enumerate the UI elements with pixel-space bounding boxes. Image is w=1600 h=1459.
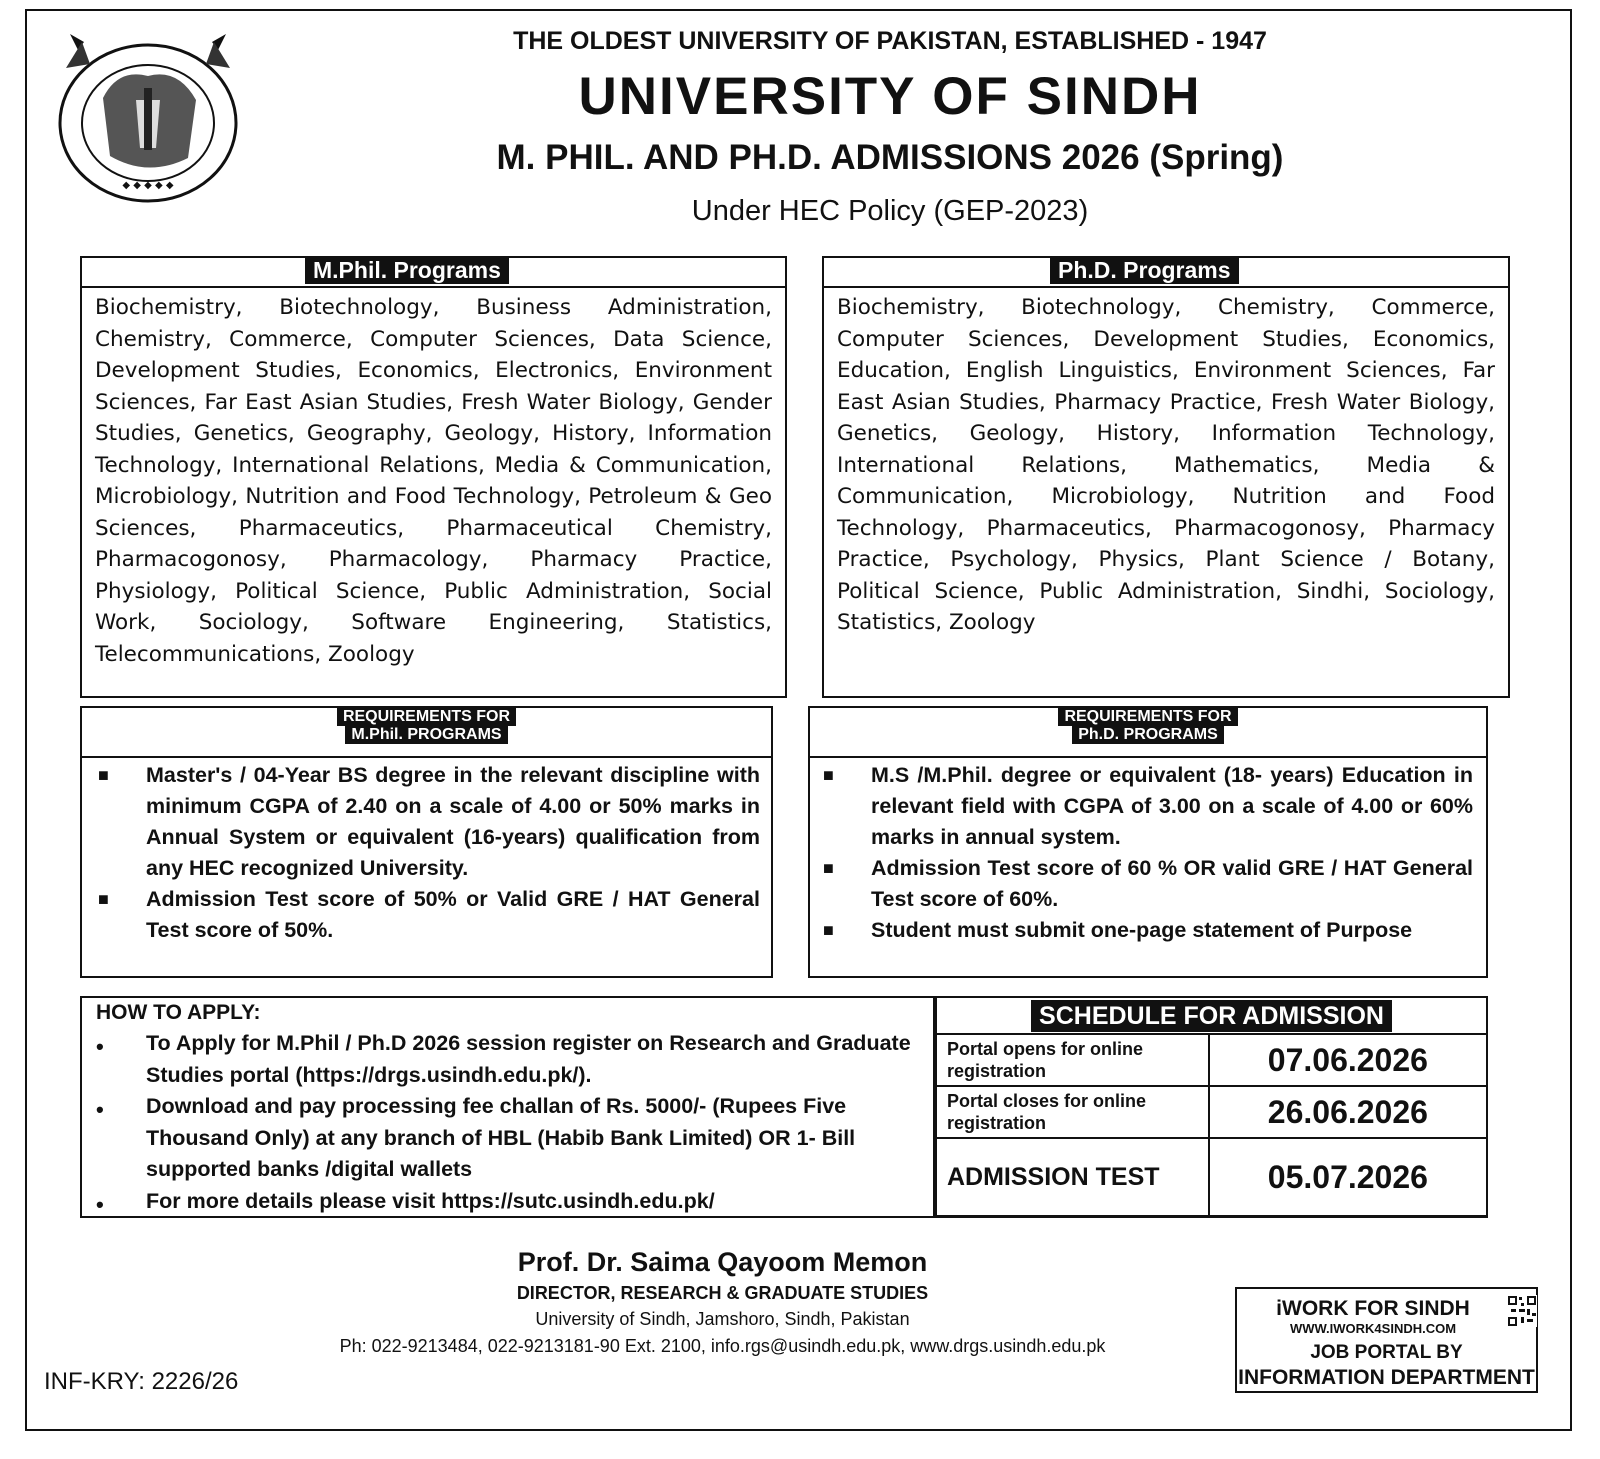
university-seal bbox=[48, 28, 248, 206]
bullet-icon: ■ bbox=[823, 765, 834, 785]
bullet-icon: ■ bbox=[98, 889, 109, 909]
schedule-row bbox=[936, 1086, 1487, 1138]
phd-requirements-label-2: Ph.D. PROGRAMS bbox=[1072, 726, 1224, 744]
iwork-line2: INFORMATION DEPARTMENT bbox=[1238, 1366, 1535, 1389]
admissions-title: M. PHIL. AND PH.D. ADMISSIONS 2026 (Spring) bbox=[496, 138, 1284, 177]
apply-item: • To Apply for M.Phil / Ph.D 2026 session register on Research and Graduate Studies portal (https://drgs.usindh.edu.pk/). bbox=[96, 1031, 911, 1087]
iwork-stamp bbox=[1235, 1287, 1538, 1393]
svg-text:◆ ◆ ◆ ◆ ◆: ◆ ◆ ◆ ◆ ◆ bbox=[122, 180, 174, 191]
schedule-date: 05.07.2026 bbox=[1209, 1138, 1487, 1216]
phd-requirements-label-1: REQUIREMENTS FOR bbox=[1058, 708, 1237, 726]
apply-item: • For more details please visit https://sutc.usindh.edu.pk/ bbox=[96, 1186, 921, 1218]
mphil-programs-list: Biochemistry, Biotechnology, Business Administration, Chemistry, Commerce, Computer Sciences, Data Science, Development Studies, Economics, Electronics, Environment Sciences, Far East Asian Studies, Fresh Water Biology, Gender Studies, Genetics, Geography, Geology, History, Information Technology, International Relations, Media & Communication, Microbiology, Nutrition and Food Technology, Petroleum & Geo Sciences, Pharmaceutics, Pharmaceutical Chemistry, Pharmacogonosy, Pharmacology, Pharmacy Practice, Physiology, Political Science, Public Administration, Social Work, Sociology, Software Engineering, Statistics, Telecommunications, Zoology bbox=[95, 295, 772, 667]
requirement-item: ■ Student must submit one-page statement of Purpose bbox=[823, 915, 1473, 946]
signatory-address: University of Sindh, Jamshoro, Sindh, Pakistan bbox=[535, 1309, 910, 1329]
bullet-icon: • bbox=[96, 1191, 104, 1217]
policy-line: Under HEC Policy (GEP-2023) bbox=[691, 195, 1089, 227]
bullet-icon: ■ bbox=[98, 765, 109, 785]
phd-programs-label: Ph.D. Programs bbox=[1050, 256, 1239, 284]
schedule-table bbox=[935, 1033, 1488, 1217]
mphil-requirements-label-2: M.Phil. PROGRAMS bbox=[345, 726, 507, 744]
bullet-icon: ■ bbox=[823, 858, 834, 878]
schedule-date: 07.06.2026 bbox=[1209, 1034, 1487, 1086]
bullet-icon: • bbox=[96, 1097, 104, 1122]
schedule-label: Portal closes for online registration bbox=[936, 1086, 1209, 1138]
apply-item: • Download and pay processing fee challan of Rs. 5000/- (Rupees Five Thousand Only) at any branch of HBL (Habib Bank Limited) OR 1- Bill supported banks /digital wallets bbox=[96, 1094, 856, 1181]
phd-programs-list: Biochemistry, Biotechnology, Chemistry, Commerce, Computer Sciences, Development Studies, Economics, Education, English Linguistics, Environment Sciences, Far East Asian Studies, Pharmacy Practice, Fresh Water Biology, Genetics, Geology, History, Information Technology, International Relations, Mathematics, Media & Communication, Microbiology, Nutrition and Food Technology, Pharmaceutics, Pharmacogonosy, Pharmacy Practice, Psychology, Physics, Plant Science / Botany, Political Science, Public Administration, Sindhi, Sociology, Statistics, Zoology bbox=[837, 295, 1495, 635]
university-name: UNIVERSITY OF SINDH bbox=[578, 67, 1202, 126]
bullet-icon: • bbox=[96, 1034, 104, 1059]
bullet-icon: ■ bbox=[823, 920, 834, 940]
requirement-item: ■ Master's / 04-Year BS degree in the relevant discipline with minimum CGPA of 2.40 on a scale of 4.00 or 50% marks in Annual System or equivalent (16-years) qualification from any HEC recognized University. bbox=[98, 760, 760, 884]
schedule-date: 26.06.2026 bbox=[1209, 1086, 1487, 1138]
iwork-logo-text: iWORK FOR SINDH bbox=[1276, 1297, 1470, 1320]
signatory-name: Prof. Dr. Saima Qayoom Memon bbox=[517, 1247, 928, 1277]
signatory-title: DIRECTOR, RESEARCH & GRADUATE STUDIES bbox=[516, 1283, 929, 1303]
schedule-label: ADMISSION TEST bbox=[936, 1138, 1209, 1216]
iwork-url: WWW.IWORK4SINDH.COM bbox=[1289, 1321, 1457, 1336]
how-to-apply-title: HOW TO APPLY: bbox=[96, 1001, 261, 1024]
schedule-row bbox=[936, 1138, 1487, 1216]
requirement-item: ■ M.S /M.Phil. degree or equivalent (18- years) Education in relevant field with CGPA of 3.00 on a scale of 4.00 or 60% marks in annual system. bbox=[823, 760, 1473, 853]
schedule-label: Portal opens for online registration bbox=[936, 1034, 1209, 1086]
iwork-line1: JOB PORTAL BY bbox=[1310, 1342, 1463, 1363]
schedule-row bbox=[936, 1034, 1487, 1086]
schedule-title: SCHEDULE FOR ADMISSION bbox=[1031, 1000, 1392, 1032]
reference-number: INF-KRY: 2226/26 bbox=[44, 1368, 239, 1395]
requirement-item: ■ Admission Test score of 60 % OR valid GRE / HAT General Test score of 60%. bbox=[823, 853, 1473, 915]
mphil-programs-label: M.Phil. Programs bbox=[305, 256, 509, 284]
tagline: THE OLDEST UNIVERSITY OF PAKISTAN, ESTABLISHED - 1947 bbox=[513, 27, 1267, 55]
requirement-item: ■ Admission Test score of 50% or Valid GRE / HAT General Test score of 50%. bbox=[98, 884, 760, 946]
qr-code-icon bbox=[1507, 1295, 1537, 1327]
mphil-requirements-label-1: REQUIREMENTS FOR bbox=[337, 708, 516, 726]
contact-line: Ph: 022-9213484, 022-9213181-90 Ext. 2100, info.rgs@usindh.edu.pk, www.drgs.usindh.edu.pk bbox=[339, 1336, 1106, 1356]
